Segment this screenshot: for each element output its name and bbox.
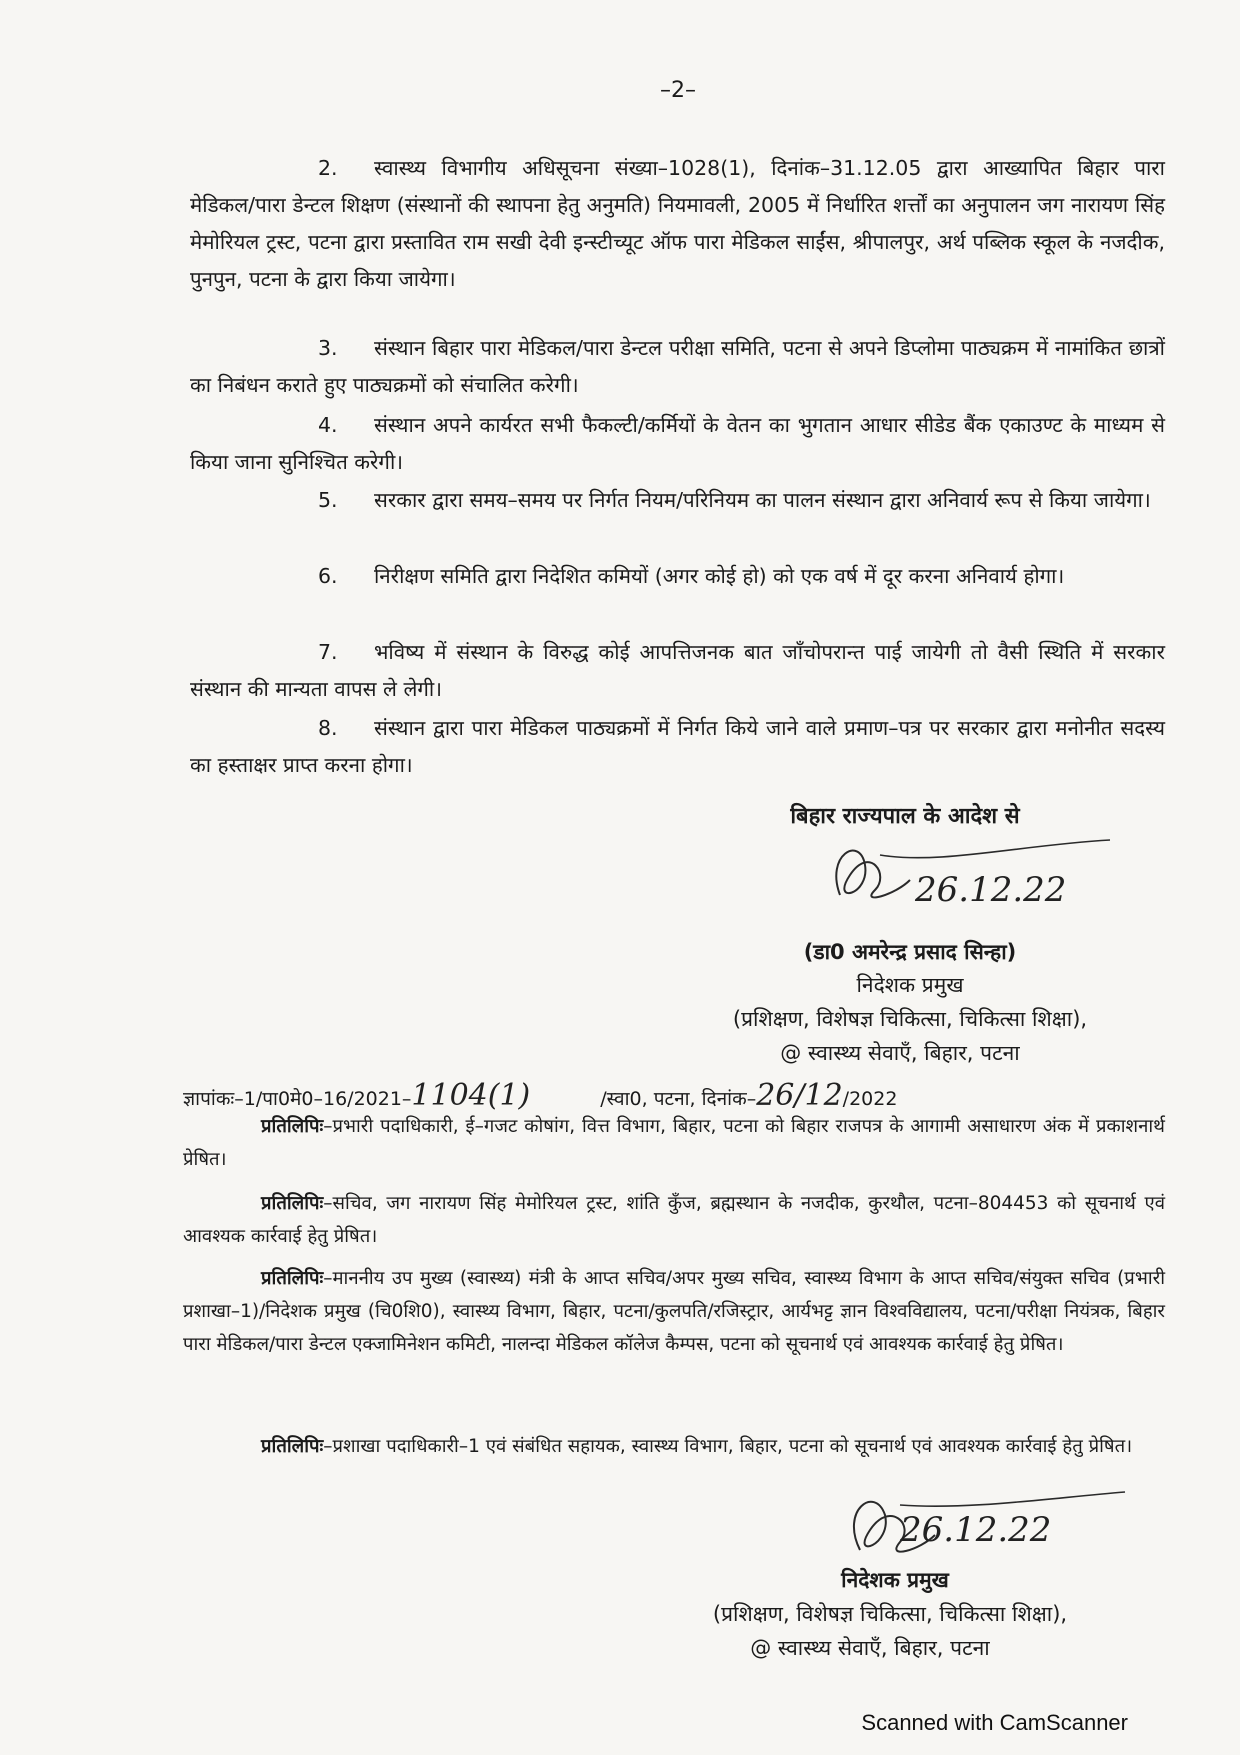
paragraph-text: संस्थान द्वारा पारा मेडिकल पाठ्यक्रमों में निर्गत किये जाने वाले प्रमाण–पत्र पर सरकार द्वारा मनोनीत सदस्य का हस्ताक्षर प्राप्त करना होगा। [190,716,1165,777]
paragraph-text: सरकार द्वारा समय–समय पर निर्गत नियम/परिनियम का पालन संस्थान द्वारा अनिवार्य रूप से किया जायेगा। [374,488,1151,512]
paragraph-8 [190,710,1165,784]
copy-1 [183,1110,1165,1176]
copy-3 [183,1262,1165,1361]
copy-label: प्रतिलिपिः [261,1436,324,1457]
scanner-watermark: Scanned with CamScanner [861,1710,1128,1735]
memo-prefix: ज्ञापांकः–1/पा0मे0–16/2021– [183,1088,412,1110]
closing-designation: निदेशक प्रमुख [841,1568,949,1592]
closing-signature-date: 26.12.22 [900,1510,1052,1550]
paragraph-text: भविष्य में संस्थान के विरुद्ध कोई आपत्तिजनक बात जाँचोपरान्त पाई जायेगी तो वैसी स्थिति में सरकार संस्थान की मान्यता वापस ले लेगी। [190,640,1165,701]
copy-2 [183,1187,1165,1253]
copy-text: –माननीय उप मुख्य (स्वास्थ्य) मंत्री के आप्त सचिव/अपर मुख्य सचिव, स्वास्थ्य विभाग के आप्त सचिव/संयुक्त सचिव (प्रभारी प्रशाखा–1)/निदेशक प्रमुख (चि0शि0), स्वास्थ्य विभाग, बिहार, पटना/कुलपति/रजिस्ट्रार, आर्यभट्ट ज्ञान विश्वविद्यालय, पटना/परीक्षा नियंत्रक, बिहार पारा मेडिकल/पारा डेन्टल एक्जामिनेशन कमिटी, नालन्दा मेडिकल कॉलेज कैम्पस, पटना को सूचनार्थ एवं आवश्यक कार्रवाई हेतु प्रेषित। [183,1268,1165,1355]
copy-text: –प्रभारी पदाधिकारी, ई–गजट कोषांग, वित्त विभाग, बिहार, पटना को बिहार राजपत्र के आगामी असाधारण अंक में प्रकाशनार्थ प्रेषित। [183,1116,1165,1170]
paragraph-5 [190,482,1165,519]
memo-middle: /स्वा0, पटना, दिनांक– [600,1088,757,1110]
paragraph-7 [190,634,1165,708]
copy-label: प्रतिलिपिः [261,1116,324,1137]
paragraph-6 [190,558,1165,595]
signatory-department: (प्रशिक्षण, विशेषज्ञ चिकित्सा, चिकित्सा शिक्षा), [732,1007,1088,1031]
copy-text: –प्रशाखा पदाधिकारी–1 एवं संबंधित सहायक, स्वास्थ्य विभाग, बिहार, पटना को सूचनार्थ एवं आवश्यक कार्रवाई हेतु प्रेषित। [323,1436,1133,1457]
copy-label: प्रतिलिपिः [261,1193,324,1214]
copy-4 [183,1430,1165,1463]
paragraph-number: 4. [318,413,338,437]
paragraph-text: निरीक्षण समिति द्वारा निदेशित कमियों (अगर कोई हो) को एक वर्ष में दूर करना अनिवार्य होगा। [374,564,1065,588]
paragraph-number: 8. [318,716,338,740]
memo-year: /2022 [842,1088,898,1110]
memo-number: 1104(1) [411,1078,531,1113]
memo-date: 26/12 [756,1078,843,1113]
closing-office: @ स्वास्थ्य सेवाएँ, बिहार, पटना [750,1636,990,1660]
paragraph-2 [190,150,1165,298]
paragraph-4 [190,407,1165,481]
paragraph-number: 3. [318,336,338,360]
paragraph-3 [190,330,1165,404]
signature-date: 26.12.22 [915,870,1067,910]
signatory-office: @ स्वास्थ्य सेवाएँ, बिहार, पटना [780,1041,1020,1065]
paragraph-text: स्वास्थ्य विभागीय अधिसूचना संख्या–1028(1), दिनांक–31.12.05 द्वारा आख्यापित बिहार पारा मेडिकल/पारा डेन्टल शिक्षण (संस्थानों की स्थापना हेतु अनुमति) नियमावली, 2005 में निर्धारित शर्त्तों का अनुपालन जग नारायण सिंह मेमोरियल ट्रस्ट, पटना द्वारा प्रस्तावित राम सखी देवी इन्स्टीच्यूट ऑफ पारा मेडिकल साईंस, श्रीपालपुर, अर्थ पब्लिक स्कूल के नजदीक, पुनपुन, पटना के द्वारा किया जायेगा। [190,156,1165,291]
page-number: –2– [660,78,696,103]
signatory-name: (डा0 अमरेन्द्र प्रसाद सिन्हा) [803,940,1017,964]
signatory-designation: निदेशक प्रमुख [856,973,964,997]
paragraph-number: 6. [318,564,338,588]
paragraph-number: 2. [318,156,338,180]
order-heading: बिहार राज्यपाल के आदेश से [790,804,1020,829]
paragraph-text: संस्थान बिहार पारा मेडिकल/पारा डेन्टल परीक्षा समिति, पटना से अपने डिप्लोमा पाठ्यक्रम में नामांकित छात्रों का निबंधन कराते हुए पाठ्यक्रमों को संचालित करेगी। [190,336,1165,397]
paragraph-number: 7. [318,640,338,664]
closing-department: (प्रशिक्षण, विशेषज्ञ चिकित्सा, चिकित्सा शिक्षा), [712,1602,1068,1626]
paragraph-text: संस्थान अपने कार्यरत सभी फैकल्टी/कर्मियों के वेतन का भुगतान आधार सीडेड बैंक एकाउण्ट के माध्यम से किया जाना सुनिश्चित करेगी। [190,413,1165,474]
memo-line [183,1078,1163,1113]
paragraph-number: 5. [318,488,338,512]
copy-text: –सचिव, जग नारायण सिंह मेमोरियल ट्रस्ट, शांति कुँज, ब्रह्मस्थान के नजदीक, कुरथौल, पटना–804453 को सूचनार्थ एवं आवश्यक कार्रवाई हेतु प्रेषित। [183,1193,1165,1247]
copy-label: प्रतिलिपिः [261,1268,324,1289]
